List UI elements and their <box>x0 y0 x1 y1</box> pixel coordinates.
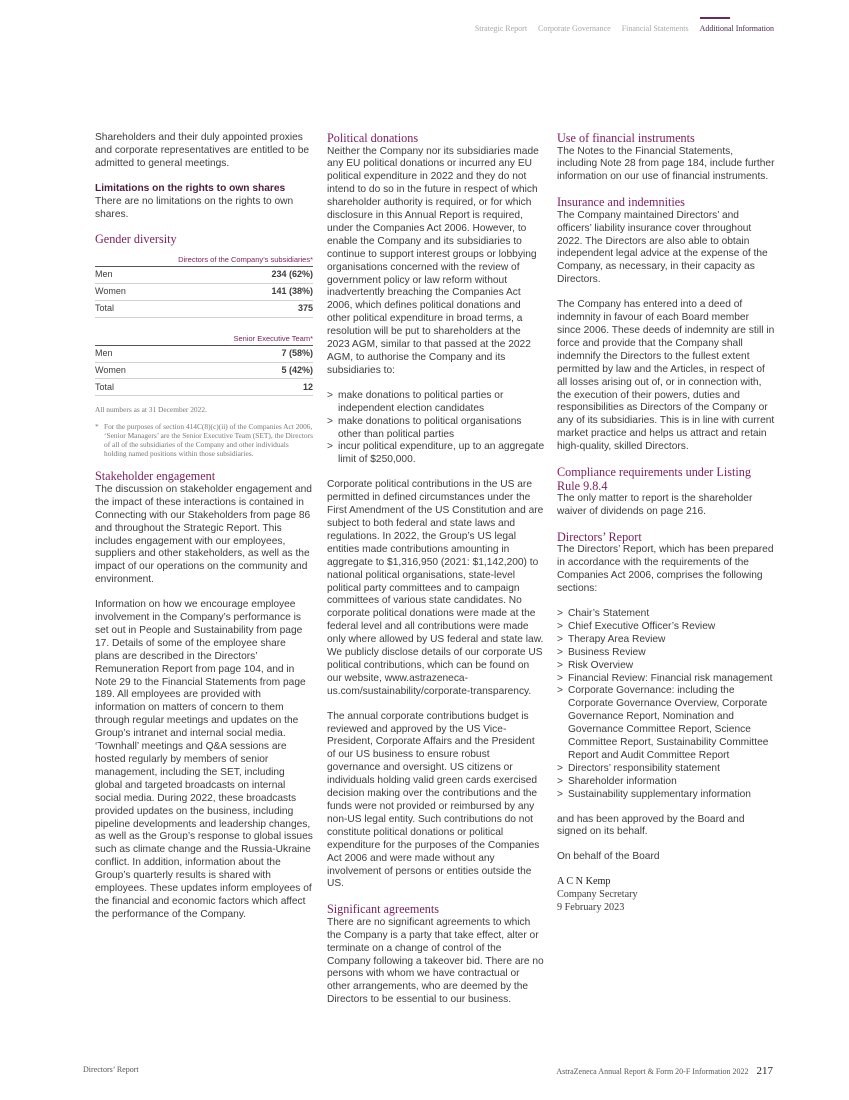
table-header: Directors of the Company’s subsidiaries* <box>136 255 313 267</box>
subsidiary-directors-table <box>95 255 313 318</box>
gender-diversity-heading: Gender diversity <box>95 232 177 247</box>
column-2 <box>327 132 545 1019</box>
table-note: All numbers as at 31 December 2022. <box>95 405 207 415</box>
insurance-heading: Insurance and indemnities <box>557 195 685 210</box>
signature-date: 9 February 2023 <box>557 902 625 914</box>
row-value: 5 (42%) <box>156 362 313 379</box>
row-label: Women <box>95 283 136 300</box>
significant-agreements-heading: Significant agreements <box>327 902 440 917</box>
footnote-text: For the purposes of section 414C(8)(c)(ii) of the Companies Act 2006, ‘Senior Managers’ are the Senior Executive Team (SET), the Directors of all of the subsidiaries of the Company and other individuals holding named positions within those subsidiaries. <box>104 422 313 459</box>
political-paragraph-2: Corporate political contributions in the US are permitted in defined circumstances under the First Amendment of the US Constitution and are subject to both federal and state laws and regulations. In 2022, the Group’s US legal entities made contributions amounting in aggregate to $1,316,950 (2021: $1,142,200) to national political organisations, state-level political party committees and to campaign committees of various state candidates. No corporate political donations were made at the federal level and all contributions were made only where allowed by US federal and state law. We publicly disclose details of our corporate US political contributions, which can be found on our website, www.astrazeneca-us.com/sustainability/corporate-transparency. <box>327 479 544 697</box>
nav-strategic-report[interactable]: Strategic Report <box>474 24 528 33</box>
table-header: Senior Executive Team* <box>156 334 313 346</box>
footer-title: AstraZeneca Annual Report & Form 20-F Information 2022 <box>556 1067 749 1076</box>
row-label: Men <box>95 345 156 362</box>
row-label: Men <box>95 266 136 283</box>
stakeholder-paragraph-1: The discussion on stakeholder engagement and the impact of these interactions is contained in Connecting with our Stakeholders from page 86 and throughout the Strategic Report. This includes engagement with our employees, suppliers and other stakeholders, as well as the impact of our operations on the community and environment. <box>95 483 312 586</box>
insurance-paragraph-2: The Company has entered into a deed of indemnity in favour of each Board member since 2006. These deeds of indemnity are still in force and provide that the Company shall indemnify the Directors to the fullest extent permitted by law and the Articles, in respect of all losses arising out of, or in connection with, the execution of their powers, duties and responsibilities as Directors of the Company or any of its subsidiaries. This is in line with current market practice and helps us attract and retain high-quality, skilled Directors. <box>557 299 775 453</box>
report-sections-list <box>557 608 775 802</box>
political-paragraph-1: Neither the Company nor its subsidiaries made any EU political donations or incurred any EU political expenditure in 2022 and they do not intend to do so in the future in respect of which shareholder authority is required, or for which disclosure in this Annual Report is required, under the Companies Act 2006. However, to enable the Company and its subsidiaries to continue to support interest groups or lobbying organisations concerned with the review of government policy or law reform without inadvertently breaching the Companies Act 2006, which defines political donations and other political expenditure in broad terms, a resolution will be put to shareholders at the 2023 AGM, similar to that passed at the 2022 AGM, to authorise the Company and its subsidiaries to: <box>327 145 539 376</box>
compliance-heading: Compliance requirements under Listing Rule 9.8.4 <box>557 465 751 493</box>
list-item: > make donations to political organisations other than political parties <box>327 416 545 442</box>
row-label: Women <box>95 362 156 379</box>
footnote-mark: * <box>95 422 99 432</box>
list-item: > Sustainability supplementary information <box>557 789 775 802</box>
list-item: > incur political expenditure, up to an aggregate limit of $250,000. <box>327 441 545 467</box>
signatory-title: Company Secretary <box>557 889 638 901</box>
row-value: 234 (62%) <box>136 266 313 283</box>
general-meetings-paragraph: Shareholders and their duly appointed proxies and corporate representatives are entitled to be admitted to general meetings. <box>95 132 310 169</box>
limitations-heading: Limitations on the rights to own shares <box>95 182 286 194</box>
list-item: > Corporate Governance: including the Corporate Governance Overview, Corporate Governance Report, Nomination and Governance Committee Report, Science Committee Report, Sustainability Committee Report and Audit Committee Report <box>557 685 775 762</box>
compliance-paragraph: The only matter to report is the shareholder waiver of dividends on page 216. <box>557 493 753 517</box>
political-donations-heading: Political donations <box>327 131 419 145</box>
list-item: > Therapy Area Review <box>557 634 775 647</box>
political-list <box>327 390 545 467</box>
row-label: Total <box>95 379 156 396</box>
column-1 <box>95 132 313 934</box>
row-value: 12 <box>156 379 313 396</box>
stakeholder-heading: Stakeholder engagement <box>95 469 216 484</box>
directors-report-paragraph: The Directors’ Report, which has been prepared in accordance with the requirements of the Companies Act 2006, comprises the following sections: <box>557 544 774 595</box>
list-item: > Risk Overview <box>557 660 775 673</box>
top-navigation <box>466 24 774 33</box>
footer-section: Directors’ Report <box>83 1065 139 1074</box>
on-behalf-paragraph: On behalf of the Board <box>557 851 660 863</box>
footer-publication <box>556 1065 773 1077</box>
nav-additional-information[interactable]: Additional Information <box>699 24 774 33</box>
column-3 <box>557 132 775 915</box>
nav-corporate-governance[interactable]: Corporate Governance <box>538 24 611 33</box>
row-value: 141 (38%) <box>136 283 313 300</box>
list-item: > make donations to political parties or independent election candidates <box>327 390 545 416</box>
insurance-paragraph-1: The Company maintained Directors’ and officers’ liability insurance cover throughout 2022. The Directors are also able to obtain independent legal advice at the expense of the Company, as necessary, in their capacity as Directors. <box>557 209 768 286</box>
stakeholder-paragraph-2: Information on how we encourage employee involvement in the Company’s performance is set out in People and Sustainability from page 17. Details of some of the employee share plans are described in the Directors’ Remuneration Report from page 104, and in Note 29 to the Financial Statements from page 189. All employees are provided with information on matters of concern to them through regular meetings and updates on the Group’s intranet and internal social media. ‘Townhall’ meetings and Q&A sessions are hosted regularly by members of senior management, including the SET, including global and targeted broadcasts on internal social media. During 2022, these broadcasts provided updates on the business, including pipeline developments and leadership changes, as well as the Group’s response to global issues such as climate change and the Russia-Ukraine conflict. In addition, information about the Group’s quarterly results is shared with employees. These updates inform employees of the financial and economic factors which affect the performance of the Company. <box>95 599 313 920</box>
row-value: 375 <box>136 300 313 317</box>
row-value: 7 (58%) <box>156 345 313 362</box>
limitations-paragraph: There are no limitations on the rights to own shares. <box>95 195 294 220</box>
row-label: Total <box>95 300 136 317</box>
directors-report-heading: Directors’ Report <box>557 529 642 544</box>
approval-paragraph: and has been approved by the Board and signed on its behalf. <box>557 813 745 838</box>
political-paragraph-3: The annual corporate contributions budget is reviewed and approved by the US Vice-President, Corporate Affairs and the President of our US business to ensure robust governance and oversight. US citizens or individuals holding valid green cards exercised decision making over the contributions and the funds were not provided or reimbursed by any non-US legal entity. Such contributions do not constitute political donations or political expenditure for the purposes of the Companies Act 2006 and were made without any involvement of persons or entities outside the US. <box>327 710 540 890</box>
signatory-name: A C N Kemp <box>557 876 611 888</box>
senior-executive-table <box>95 334 313 397</box>
financial-instruments-paragraph: The Notes to the Financial Statements, including Note 28 from page 184, include further information on our use of financial instruments. <box>557 145 775 183</box>
nav-financial-statements[interactable]: Financial Statements <box>621 24 689 33</box>
list-item: > Directors’ responsibility statement <box>557 763 775 776</box>
list-item: > Shareholder information <box>557 776 775 789</box>
list-item: > Business Review <box>557 647 775 660</box>
list-item: > Chief Executive Officer’s Review <box>557 621 775 634</box>
page-number: 217 <box>756 1065 773 1077</box>
significant-agreements-paragraph: There are no significant agreements to which the Company is a party that take effect, alter or terminate on a change of control of the Company following a takeover bid. There are no persons with whom we have contractual or other arrangements, who are deemed by the Directors to be essential to our business. <box>327 916 544 1006</box>
list-item: > Chair’s Statement <box>557 608 775 621</box>
financial-instruments-heading: Use of financial instruments <box>557 131 695 145</box>
footnote <box>95 422 313 458</box>
list-item: > Financial Review: Financial risk management <box>557 673 775 686</box>
